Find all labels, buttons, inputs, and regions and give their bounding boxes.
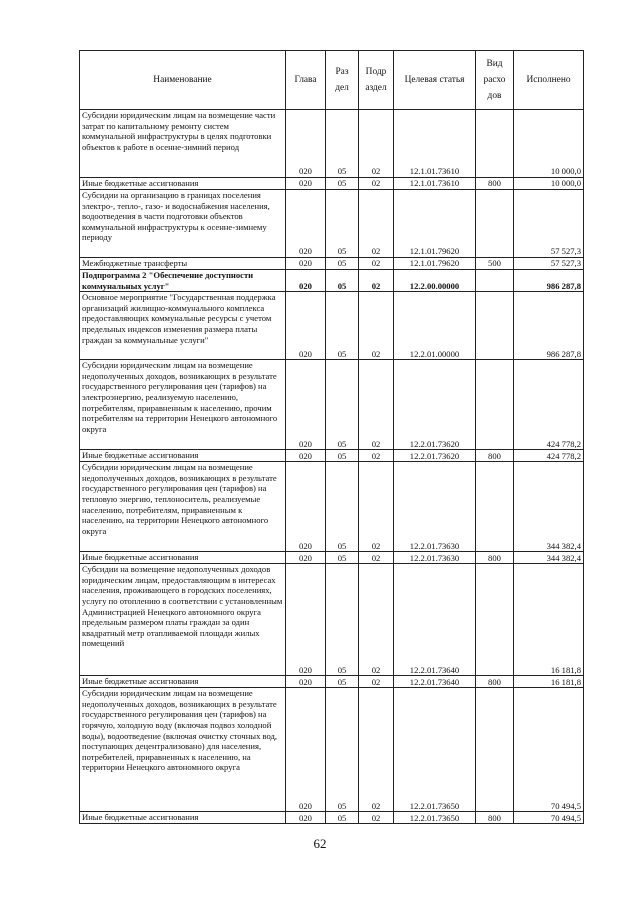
table-row xyxy=(80,190,584,258)
row-type xyxy=(476,190,514,258)
row-amount: 16 181,8 xyxy=(514,676,584,688)
row-amount: 16 181,8 xyxy=(514,564,584,676)
row-subsection: 02 xyxy=(359,450,394,462)
row-section: 05 xyxy=(326,270,359,292)
row-target: 12.1.01.73610 xyxy=(394,178,476,190)
row-type: 800 xyxy=(476,178,514,190)
row-chapter: 020 xyxy=(286,110,326,178)
row-chapter: 020 xyxy=(286,812,326,824)
row-type xyxy=(476,462,514,552)
table-row xyxy=(80,360,584,450)
table-row xyxy=(80,812,584,824)
row-chapter: 020 xyxy=(286,676,326,688)
row-section: 05 xyxy=(326,688,359,812)
row-amount: 344 382,4 xyxy=(514,552,584,564)
row-name: Субсидии на организацию в границах поселения электро-, тепло-, газо- и водоснабжения населения, водоотведения в части подготовки объектов коммунальной инфраструктуры к осенне-зимнему периоду xyxy=(80,190,286,258)
table-row xyxy=(80,564,584,676)
row-name: Межбюджетные трансферты xyxy=(80,258,286,270)
row-target: 12.2.01.73640 xyxy=(394,564,476,676)
row-name: Субсидии юридическим лицам на возмещение недополученных доходов, возникающих в результате государственного регулирования цен (тарифов) на тепловую энергию, теплоноситель, реализуемые населению, потребителям, приравненным к населению, на территории Ненецкого автономного округа xyxy=(80,462,286,552)
row-name: Основное мероприятие "Государственная поддержка организаций жилищно-коммунального комплекса предоставляющих коммунальные ресурсы с учетом предельных индексов изменения размера платы граждан за коммунальные услуги" xyxy=(80,292,286,360)
row-name: Иные бюджетные ассигнования xyxy=(80,552,286,564)
table-row xyxy=(80,258,584,270)
row-chapter: 020 xyxy=(286,462,326,552)
row-amount: 986 287,8 xyxy=(514,270,584,292)
row-section: 05 xyxy=(326,676,359,688)
row-chapter: 020 xyxy=(286,270,326,292)
row-chapter: 020 xyxy=(286,360,326,450)
row-subsection: 02 xyxy=(359,552,394,564)
table-header-row xyxy=(80,51,584,110)
header-target: Целевая статья xyxy=(394,51,476,110)
row-section: 05 xyxy=(326,110,359,178)
row-target: 12.2.00.00000 xyxy=(394,270,476,292)
row-subsection: 02 xyxy=(359,462,394,552)
row-target: 12.2.01.73650 xyxy=(394,688,476,812)
header-type: Вид расхо дов xyxy=(476,51,514,110)
row-target: 12.2.01.73640 xyxy=(394,676,476,688)
row-name: Иные бюджетные ассигнования xyxy=(80,178,286,190)
row-chapter: 020 xyxy=(286,258,326,270)
row-subsection: 02 xyxy=(359,110,394,178)
table-row xyxy=(80,688,584,812)
row-subsection: 02 xyxy=(359,258,394,270)
row-amount: 424 778,2 xyxy=(514,450,584,462)
row-target: 12.1.01.79620 xyxy=(394,190,476,258)
row-chapter: 020 xyxy=(286,688,326,812)
budget-table xyxy=(79,50,584,824)
row-target: 12.2.01.73620 xyxy=(394,360,476,450)
row-amount: 70 494,5 xyxy=(514,688,584,812)
row-chapter: 020 xyxy=(286,190,326,258)
row-section: 05 xyxy=(326,462,359,552)
row-amount: 986 287,8 xyxy=(514,292,584,360)
table-row xyxy=(80,110,584,178)
row-target: 12.1.01.79620 xyxy=(394,258,476,270)
row-section: 05 xyxy=(326,564,359,676)
table-row xyxy=(80,292,584,360)
table-row xyxy=(80,178,584,190)
row-type: 800 xyxy=(476,552,514,564)
row-chapter: 020 xyxy=(286,292,326,360)
row-type xyxy=(476,110,514,178)
row-subsection: 02 xyxy=(359,292,394,360)
row-section: 05 xyxy=(326,178,359,190)
row-type xyxy=(476,360,514,450)
row-amount: 10 000,0 xyxy=(514,110,584,178)
row-name: Подпрограмма 2 "Обеспечение доступности коммунальных услуг" xyxy=(80,270,286,292)
row-name: Субсидии юридическим лицам на возмещение недополученных доходов, возникающих в результате государственного регулирования цен (тарифов) на горячую, холодную воду (включая подвоз холодной воды), водоотведение (включая очистку сточных вод, поступающих децентрализовано) для населения, потребителей, приравненных к населению, на территории Ненецкого автономного округа xyxy=(80,688,286,812)
row-section: 05 xyxy=(326,258,359,270)
row-name: Субсидии юридическим лицам на возмещение части затрат по капитальному ремонту систем коммунальной инфраструктуры в целях подготовки объектов к работе в осенне-зимний период xyxy=(80,110,286,178)
row-section: 05 xyxy=(326,450,359,462)
table-row xyxy=(80,450,584,462)
row-name: Иные бюджетные ассигнования xyxy=(80,676,286,688)
row-amount: 10 000,0 xyxy=(514,178,584,190)
row-target: 12.2.01.73630 xyxy=(394,462,476,552)
row-chapter: 020 xyxy=(286,564,326,676)
header-section: Раз дел xyxy=(326,51,359,110)
row-name: Иные бюджетные ассигнования xyxy=(80,450,286,462)
row-chapter: 020 xyxy=(286,178,326,190)
row-amount: 424 778,2 xyxy=(514,360,584,450)
row-subsection: 02 xyxy=(359,360,394,450)
row-subsection: 02 xyxy=(359,812,394,824)
table-body xyxy=(80,110,584,824)
row-type: 800 xyxy=(476,676,514,688)
table-row xyxy=(80,270,584,292)
row-subsection: 02 xyxy=(359,676,394,688)
row-section: 05 xyxy=(326,812,359,824)
row-target: 12.2.01.00000 xyxy=(394,292,476,360)
row-type: 500 xyxy=(476,258,514,270)
header-executed: Исполнено xyxy=(514,51,584,110)
row-name: Иные бюджетные ассигнования xyxy=(80,812,286,824)
row-target: 12.2.01.73650 xyxy=(394,812,476,824)
table-row xyxy=(80,676,584,688)
table-row xyxy=(80,552,584,564)
row-type: 800 xyxy=(476,450,514,462)
row-target: 12.1.01.73610 xyxy=(394,110,476,178)
row-amount: 57 527,3 xyxy=(514,190,584,258)
row-type xyxy=(476,292,514,360)
row-section: 05 xyxy=(326,552,359,564)
header-chapter: Глава xyxy=(286,51,326,110)
row-type: 800 xyxy=(476,812,514,824)
row-subsection: 02 xyxy=(359,178,394,190)
row-amount: 344 382,4 xyxy=(514,462,584,552)
row-section: 05 xyxy=(326,190,359,258)
header-subsection: Подр аздел xyxy=(359,51,394,110)
row-subsection: 02 xyxy=(359,564,394,676)
row-section: 05 xyxy=(326,360,359,450)
header-name: Наименование xyxy=(80,51,286,110)
row-section: 05 xyxy=(326,292,359,360)
row-name: Субсидии юридическим лицам на возмещение недополученных доходов, возникающих в результате государственного регулирования цен (тарифов) на электроэнергию, реализуемую населению, потребителям, приравненным к населению, прочим потребителям на территории Ненецкого автономного округа xyxy=(80,360,286,450)
row-target: 12.2.01.73630 xyxy=(394,552,476,564)
page-number: 62 xyxy=(313,836,327,851)
row-type xyxy=(476,270,514,292)
row-subsection: 02 xyxy=(359,190,394,258)
row-subsection: 02 xyxy=(359,270,394,292)
row-type xyxy=(476,688,514,812)
row-amount: 57 527,3 xyxy=(514,258,584,270)
table-row xyxy=(80,462,584,552)
row-chapter: 020 xyxy=(286,552,326,564)
row-target: 12.2.01.73620 xyxy=(394,450,476,462)
row-name: Субсидии на возмещение недополученных доходов юридическим лицам, предоставляющим в интересах населения, проживающего в городских поселениях, услугу по отоплению в соответствии с установленным Администрацией Ненецкого автономного округа предельным размером платы граждан за один квадратный метр отапливаемой площади жилых помещений xyxy=(80,564,286,676)
row-type xyxy=(476,564,514,676)
row-subsection: 02 xyxy=(359,688,394,812)
row-amount: 70 494,5 xyxy=(514,812,584,824)
row-chapter: 020 xyxy=(286,450,326,462)
